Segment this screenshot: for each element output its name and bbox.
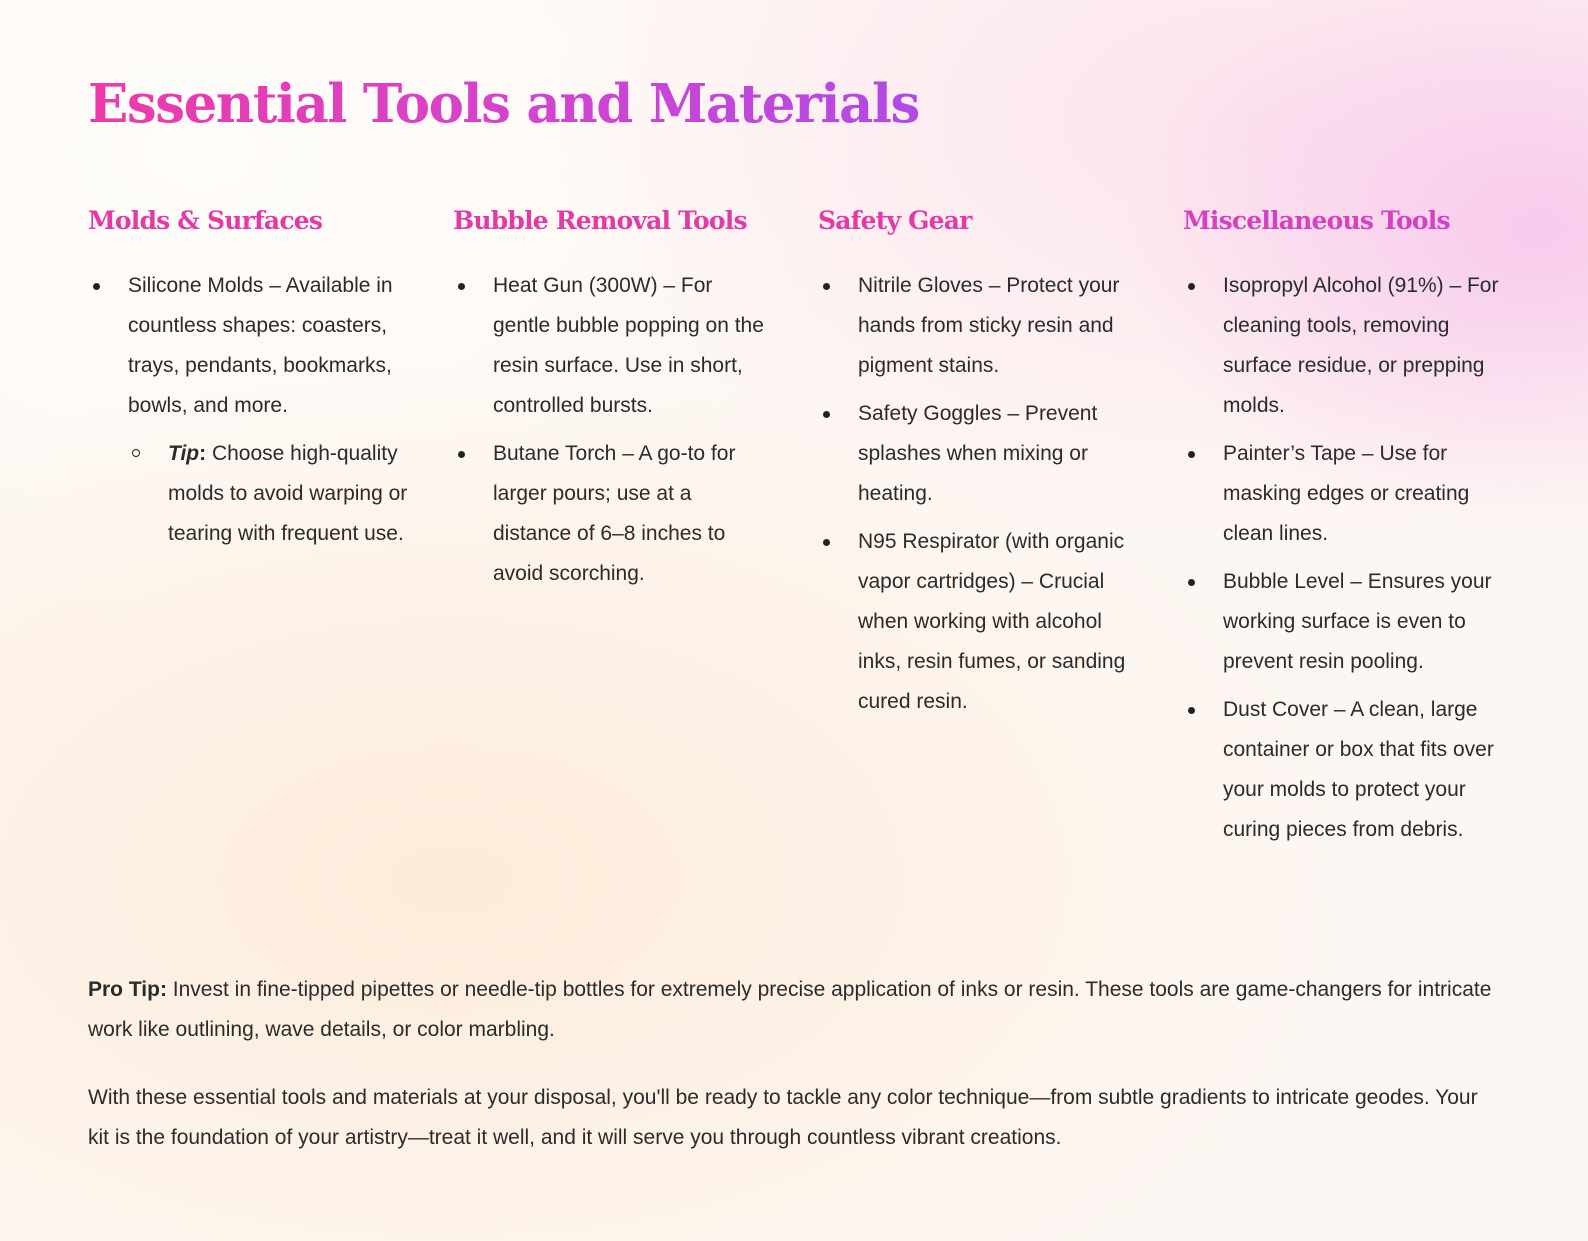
column-molds-surfaces — [88, 200, 408, 562]
list-item: Bubble Level – Ensures your working surface is even to prevent resin pooling. — [1183, 562, 1503, 682]
column-heading: Bubble Removal Tools — [453, 206, 747, 235]
tip-label: Tip — [168, 442, 200, 465]
pro-tip-label: Pro Tip: — [88, 978, 167, 1001]
column-heading: Miscellaneous Tools — [1183, 206, 1450, 235]
item-list — [453, 266, 773, 594]
list-item: Safety Goggles – Prevent splashes when mixing or heating. — [818, 394, 1138, 514]
pro-tip-text: Invest in fine-tipped pipettes or needle-tip bottles for extremely precise application of inks or resin. These tools are game-changers for intricate work like outlining, wave details, or color marbling. — [88, 978, 1492, 1041]
column-safety-gear — [818, 200, 1138, 730]
column-heading: Molds & Surfaces — [88, 206, 323, 235]
item-list — [818, 266, 1138, 722]
column-misc-tools — [1183, 200, 1503, 858]
list-item — [88, 266, 408, 554]
list-item: Butane Torch – A go-to for larger pours; use at a distance of 6–8 inches to avoid scorching. — [453, 434, 773, 594]
tool-columns — [88, 200, 1503, 940]
list-item: Isopropyl Alcohol (91%) – For cleaning tools, removing surface residue, or prepping molds. — [1183, 266, 1503, 426]
list-item: Dust Cover – A clean, large container or box that fits over your molds to protect your curing pieces from debris. — [1183, 690, 1503, 850]
pro-tip-paragraph — [88, 970, 1503, 1050]
list-item-text: Silicone Molds – Available in countless shapes: coasters, trays, pendants, bookmarks, bowls, and more. — [128, 274, 393, 417]
column-bubble-removal — [453, 200, 773, 602]
sub-list-item: Tip: Choose high-quality molds to avoid warping or tearing with frequent use. — [128, 434, 408, 554]
column-heading: Safety Gear — [818, 206, 972, 235]
page-title: Essential Tools and Materials — [88, 66, 919, 142]
item-list — [88, 266, 408, 554]
list-item: Painter’s Tape – Use for masking edges or creating clean lines. — [1183, 434, 1503, 554]
list-item: N95 Respirator (with organic vapor cartridges) – Crucial when working with alcohol inks, resin fumes, or sanding cured resin. — [818, 522, 1138, 722]
list-item: Heat Gun (300W) – For gentle bubble popping on the resin surface. Use in short, controlled bursts. — [453, 266, 773, 426]
list-item: Nitrile Gloves – Protect your hands from sticky resin and pigment stains. — [818, 266, 1138, 386]
sub-list — [128, 434, 408, 554]
tip-text: Choose high-quality molds to avoid warping or tearing with frequent use. — [168, 442, 408, 545]
closing-paragraph: With these essential tools and materials at your disposal, you'll be ready to tackle any color technique—from subtle gradients to intricate geodes. Your kit is the foundation of your artistry—treat it well, and it will serve you through countless vibrant creations. — [88, 1086, 1478, 1149]
item-list — [1183, 266, 1503, 850]
